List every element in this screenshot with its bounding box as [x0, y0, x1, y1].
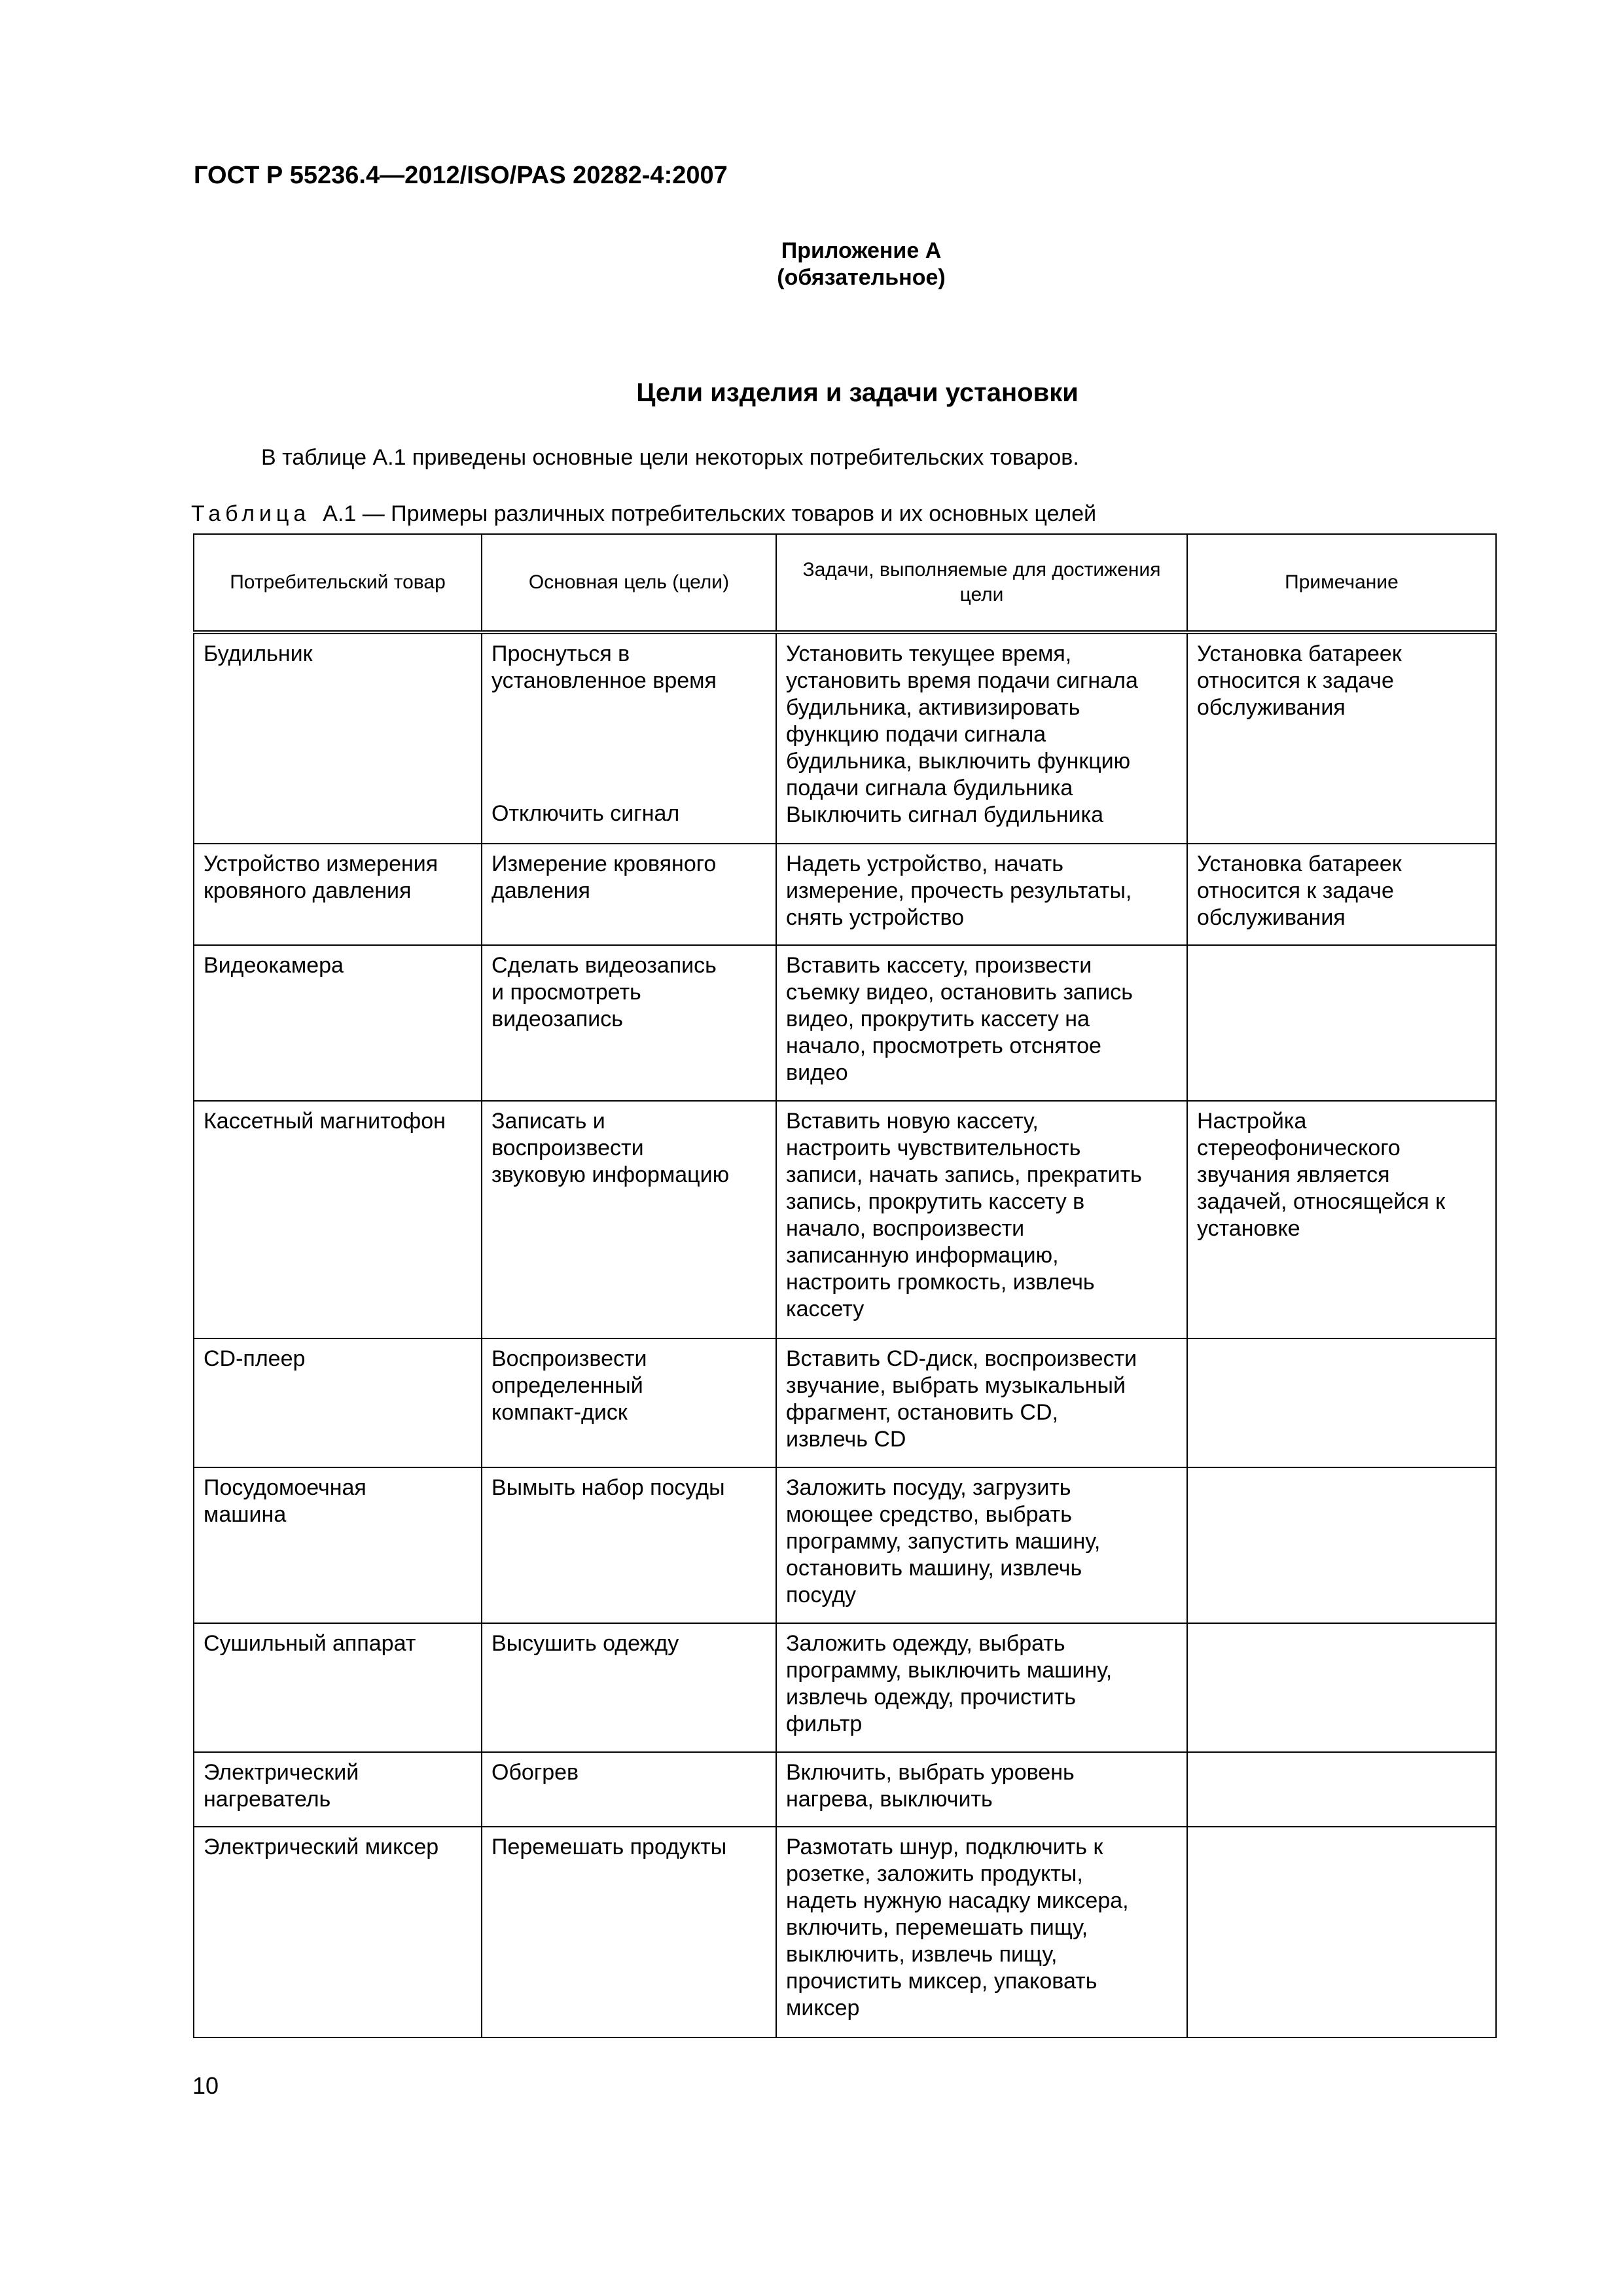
- cell-text-line: относится к задаче: [1197, 668, 1394, 693]
- table-caption-prefix: Таблица: [191, 501, 311, 526]
- cell-goal: [482, 945, 776, 1101]
- cell-product: [194, 1827, 482, 2037]
- cell-text-line: Примечание: [1285, 571, 1399, 593]
- cell-text-line: фрагмент, остановить CD,: [786, 1400, 1058, 1425]
- cell-text-line: кассету: [786, 1297, 865, 1321]
- cell-text-line: настроить громкость, извлечь: [786, 1270, 1095, 1295]
- cell-text-line: Размотать шнур, подключить к: [786, 1835, 1103, 1859]
- cell-text-line: машина: [204, 1502, 287, 1527]
- cell-note: [1187, 1752, 1496, 1827]
- cell-product: [194, 1752, 482, 1827]
- cell-text-line: обслуживания: [1197, 905, 1346, 930]
- cell-tasks: [776, 1101, 1187, 1338]
- table-row: [194, 1101, 1496, 1338]
- cell-tasks: [776, 1827, 1187, 2037]
- cell-text-line: программу, выключить машину,: [786, 1658, 1113, 1683]
- cell-text-line: Установка батареек: [1197, 852, 1402, 876]
- cell-tasks: [776, 632, 1187, 844]
- cell-text-line: Заложить посуду, загрузить: [786, 1475, 1071, 1500]
- appendix-status: (обязательное): [777, 265, 946, 290]
- cell-text-line: задачей, относящейся к: [1197, 1189, 1446, 1214]
- cell-text-line: настроить чувствительность: [786, 1136, 1081, 1160]
- cell-text-line: Надеть устройство, начать: [786, 852, 1063, 876]
- cell-text-line: остановить машину, извлечь: [786, 1556, 1082, 1581]
- cell-note: [1187, 632, 1496, 844]
- cell-text-line: моющее средство, выбрать: [786, 1502, 1072, 1527]
- cell-product: [194, 1467, 482, 1623]
- cell-text-line: извлечь CD: [786, 1427, 906, 1452]
- cell-text-line: Вставить CD-диск, воспроизвести: [786, 1346, 1137, 1371]
- cell-text-line: Включить, выбрать уровень: [786, 1760, 1075, 1785]
- cell-product: [194, 945, 482, 1101]
- cell-text-line: фильтр: [786, 1712, 863, 1736]
- cell-text-line: Посудомоечная: [204, 1475, 366, 1500]
- header-note: [1187, 534, 1496, 632]
- cell-text-line: воспроизвести: [491, 1136, 644, 1160]
- cell-note: [1187, 1338, 1496, 1467]
- cell-goal: [482, 1752, 776, 1827]
- table-caption-number: А.1: [323, 501, 357, 526]
- cell-text-line: Высушить одежду: [491, 1631, 679, 1656]
- cell-text-line: Обогрев: [491, 1760, 579, 1785]
- cell-tasks: [776, 1338, 1187, 1467]
- header-row: [194, 534, 1496, 632]
- table-caption-text: — Примеры различных потребительских товаров и их основных целей: [362, 501, 1097, 526]
- cell-text-line: Задачи, выполняемые для достижения: [802, 559, 1161, 581]
- cell-goal: [482, 632, 776, 844]
- table-row: [194, 1623, 1496, 1752]
- cell-goal: [482, 1623, 776, 1752]
- cell-text-line: Электрический миксер: [204, 1835, 439, 1859]
- cell-product: [194, 1101, 482, 1338]
- cell-text-line: запись, прокрутить кассету в: [786, 1189, 1085, 1214]
- cell-goal: [482, 1467, 776, 1623]
- cell-text-line: программу, запустить машину,: [786, 1529, 1101, 1554]
- goods-table: [193, 533, 1497, 2038]
- cell-text-line: Выключить сигнал будильника: [786, 802, 1104, 827]
- cell-text-line: включить, перемешать пищу,: [786, 1915, 1088, 1940]
- cell-note: [1187, 1101, 1496, 1338]
- table-body: [194, 632, 1496, 2037]
- cell-text-line: начало, просмотреть отснятое: [786, 1033, 1101, 1058]
- cell-note: [1187, 844, 1496, 945]
- cell-product: [194, 632, 482, 844]
- cell-text-line: розетке, заложить продукты,: [786, 1861, 1083, 1886]
- table-row: [194, 945, 1496, 1101]
- cell-text-line: съемку видео, остановить запись: [786, 980, 1133, 1005]
- cell-text-line: измерение, прочесть результаты,: [786, 878, 1132, 903]
- cell-text-line: Видеокамера: [204, 953, 344, 978]
- cell-text-line: Настройка: [1197, 1109, 1307, 1134]
- cell-text-line: Вставить кассету, произвести: [786, 953, 1092, 978]
- cell-text-line: посуду: [786, 1583, 857, 1607]
- table-row: [194, 632, 1496, 844]
- table-row: [194, 844, 1496, 945]
- cell-text-line: будильника, активизировать: [786, 695, 1080, 720]
- goal-secondary: [491, 800, 766, 827]
- cell-text-line: прочистить миксер, упаковать: [786, 1969, 1097, 1994]
- document-code: ГОСТ Р 55236.4—2012/ISO/PAS 20282-4:2007: [194, 162, 728, 189]
- header-goal: [482, 534, 776, 632]
- cell-text-line: будильника, выключить функцию: [786, 749, 1131, 774]
- cell-text-line: подачи сигнала будильника: [786, 776, 1073, 800]
- cell-tasks: [776, 1467, 1187, 1623]
- cell-text-line: Вымыть набор посуды: [491, 1475, 725, 1500]
- cell-text-line: Устройство измерения: [204, 852, 438, 876]
- cell-text-line: Установка батареек: [1197, 641, 1402, 666]
- cell-text-line: звучание, выбрать музыкальный: [786, 1373, 1126, 1398]
- cell-text-line: Основная цель (цели): [528, 571, 730, 593]
- cell-text-line: Сушильный аппарат: [204, 1631, 416, 1656]
- cell-text-line: Сделать видеозапись: [491, 953, 717, 978]
- cell-text-line: компакт-диск: [491, 1400, 628, 1425]
- cell-note: [1187, 945, 1496, 1101]
- table-header: [194, 534, 1496, 632]
- cell-text-line: Вставить новую кассету,: [786, 1109, 1039, 1134]
- cell-text-line: Перемешать продукты: [491, 1835, 727, 1859]
- cell-tasks: [776, 844, 1187, 945]
- cell-text-line: Заложить одежду, выбрать: [786, 1631, 1065, 1656]
- cell-text-line: нагрева, выключить: [786, 1787, 993, 1812]
- cell-text-line: извлечь одежду, прочистить: [786, 1685, 1076, 1710]
- cell-note: [1187, 1623, 1496, 1752]
- cell-tasks: [776, 945, 1187, 1101]
- cell-text-line: Проснуться в: [491, 641, 630, 666]
- section-heading: Цели изделия и задачи установки: [636, 378, 1079, 407]
- cell-goal: [482, 844, 776, 945]
- cell-goal: [482, 1827, 776, 2037]
- cell-text-line: Записать и: [491, 1109, 605, 1134]
- cell-text-line: Установить текущее время,: [786, 641, 1072, 666]
- cell-text-line: установке: [1197, 1216, 1300, 1241]
- header-product: [194, 534, 482, 632]
- cell-text-line: записи, начать запись, прекратить: [786, 1162, 1142, 1187]
- cell-text-line: кровяного давления: [204, 878, 412, 903]
- cell-text-line: стереофонического: [1197, 1136, 1400, 1160]
- goal-primary: [491, 641, 766, 694]
- cell-product: [194, 844, 482, 945]
- cell-text-line: функцию подачи сигнала: [786, 722, 1046, 747]
- cell-text-line: определенный: [491, 1373, 643, 1398]
- cell-text-line: надеть нужную насадку миксера,: [786, 1888, 1129, 1913]
- table-row: [194, 1827, 1496, 2037]
- cell-text-line: Отключить сигнал: [491, 801, 680, 826]
- cell-text-line: Электрический: [204, 1760, 359, 1785]
- page-number: 10: [192, 2072, 219, 2099]
- intro-paragraph: В таблице А.1 приведены основные цели некоторых потребительских товаров.: [261, 445, 1079, 470]
- cell-text-line: нагреватель: [204, 1787, 331, 1812]
- cell-product: [194, 1623, 482, 1752]
- cell-goal: [482, 1101, 776, 1338]
- cell-text-line: CD-плеер: [204, 1346, 306, 1371]
- cell-goal: [482, 1338, 776, 1467]
- cell-text-line: цели: [959, 584, 1004, 605]
- cell-text-line: снять устройство: [786, 905, 965, 930]
- cell-text-line: давления: [491, 878, 590, 903]
- cell-text-line: видео: [786, 1060, 848, 1085]
- cell-text-line: и просмотреть: [491, 980, 641, 1005]
- table-row: [194, 1338, 1496, 1467]
- cell-text-line: обслуживания: [1197, 695, 1346, 720]
- cell-text-line: начало, воспроизвести: [786, 1216, 1025, 1241]
- cell-text-line: видеозапись: [491, 1007, 623, 1031]
- cell-tasks: [776, 1752, 1187, 1827]
- cell-tasks: [776, 1623, 1187, 1752]
- cell-text-line: Воспроизвести: [491, 1346, 647, 1371]
- cell-text-line: выключить, извлечь пищу,: [786, 1942, 1058, 1967]
- cell-text-line: Кассетный магнитофон: [204, 1109, 446, 1134]
- cell-text-line: звучания является: [1197, 1162, 1390, 1187]
- cell-text-line: записанную информацию,: [786, 1243, 1059, 1268]
- table-row: [194, 1467, 1496, 1623]
- cell-text-line: видео, прокрутить кассету на: [786, 1007, 1090, 1031]
- table-row: [194, 1752, 1496, 1827]
- cell-text-line: относится к задаче: [1197, 878, 1394, 903]
- cell-text-line: Потребительский товар: [230, 571, 446, 593]
- cell-product: [194, 1338, 482, 1467]
- cell-text-line: Будильник: [204, 641, 313, 666]
- table-caption: [191, 501, 1096, 527]
- appendix-title: Приложение А: [781, 238, 942, 263]
- cell-text-line: миксер: [786, 1996, 860, 2020]
- cell-note: [1187, 1827, 1496, 2037]
- cell-text-line: Измерение кровяного: [491, 852, 717, 876]
- cell-text-line: установить время подачи сигнала: [786, 668, 1138, 693]
- cell-text-line: звуковую информацию: [491, 1162, 730, 1187]
- header-tasks: [776, 534, 1187, 632]
- cell-text-line: установленное время: [491, 668, 717, 693]
- cell-note: [1187, 1467, 1496, 1623]
